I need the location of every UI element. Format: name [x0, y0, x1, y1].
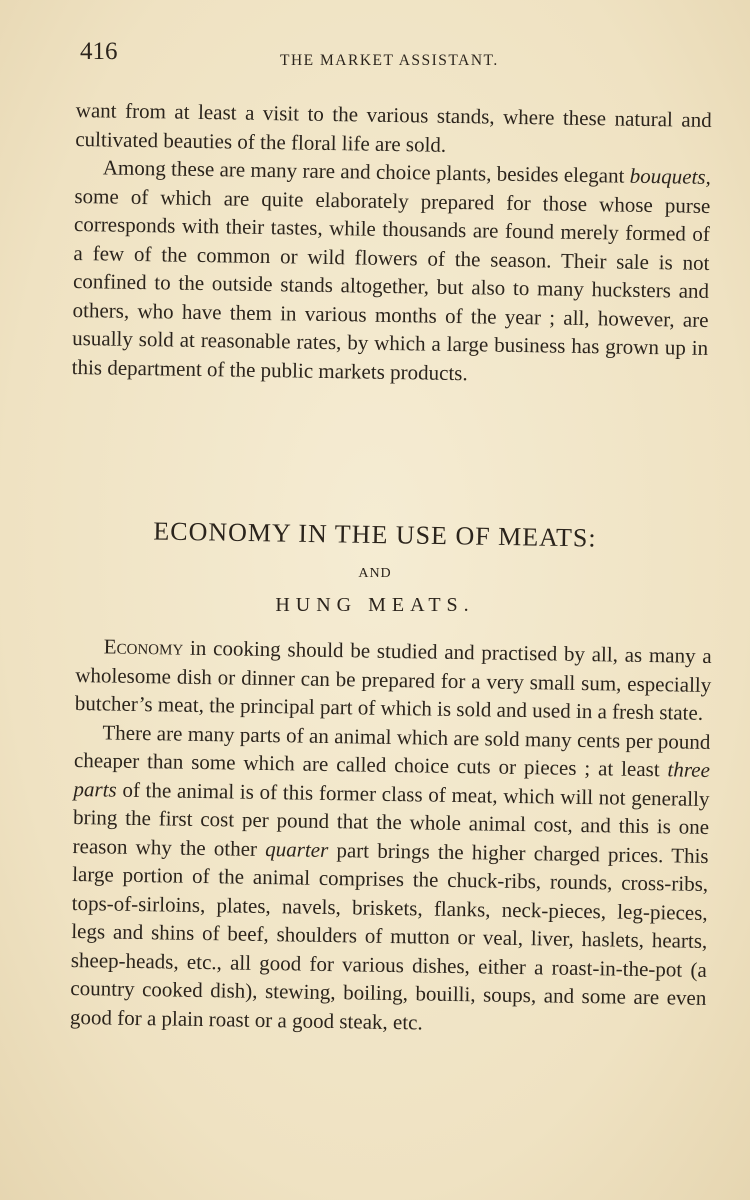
paragraph-cheap-cuts — [70, 717, 711, 1040]
paragraph-flowers-sale — [72, 153, 712, 391]
text-run: in cooking should be studied and practised by all, as many a wholesome dish or dinner can be prepared for a very small sum, especially butcher’s meat, the principal part of which is sold and used in a fresh state. — [74, 635, 712, 725]
paragraph-flowers-continued: want from at least a visit to the various stands, where these natural and cultivated beauties of the floral life are sold. — [75, 97, 712, 157]
italic-bouquets: bouquets, — [629, 163, 711, 189]
section-subtitle: HUNG MEATS. — [275, 594, 475, 616]
text-run: part brings the higher charged prices. This large portion of the animal comprises the chuck-ribs, rounds, cross-ribs, tops-of-sirloins, plates, navels, briskets, flanks, neck-pieces, leg-pieces, legs and shins of beef, shoulders of mutton or veal, liver, haslets, hearts, sheep-heads, etc., all good for various dishes, either a roast-in-the-pot (a country cooked dish), stewing, boiling, bouilli, soups, and some are even good for a plain roast or a good steak, etc. — [69, 837, 709, 1034]
text-run: There are many parts of an animal which are sold many cents per pound cheaper than some which are called choice cuts or pieces ; at least — [73, 719, 711, 782]
text-run: some of which are quite elaborately prepared for those whose purse corresponds with their tastes, while thousands are found merely formed of a few of the common or wild flowers of the season. Their sale is not confined to the outside stands altogether, but also to many hucksters and others, who have them in various months of the year ; all, however, are usually sold at reasonable rates, by which a large business has grown up in this department of the public markets products. — [71, 183, 711, 385]
paragraph-economy — [75, 632, 712, 727]
text-run: of the animal is of this former class of meat, which will not generally bring the first cost per pound that the whole animal cost, and this is one reason why the other — [72, 777, 710, 861]
section-title-and: AND — [358, 566, 392, 581]
meats-text-block — [70, 632, 712, 1041]
lead-word-economy: Economy — [103, 634, 184, 660]
running-head — [80, 38, 720, 78]
italic-quarter: quarter — [265, 836, 329, 862]
flowers-text-block — [72, 96, 712, 391]
section-title: ECONOMY IN THE USE OF MEATS: — [153, 516, 597, 553]
running-title: THE MARKET ASSISTANT. — [280, 52, 499, 69]
italic-three-parts: three parts — [73, 757, 711, 802]
page-number: 416 — [80, 38, 118, 65]
text-run: Among these are many rare and choice plants, besides elegant — [102, 155, 630, 188]
